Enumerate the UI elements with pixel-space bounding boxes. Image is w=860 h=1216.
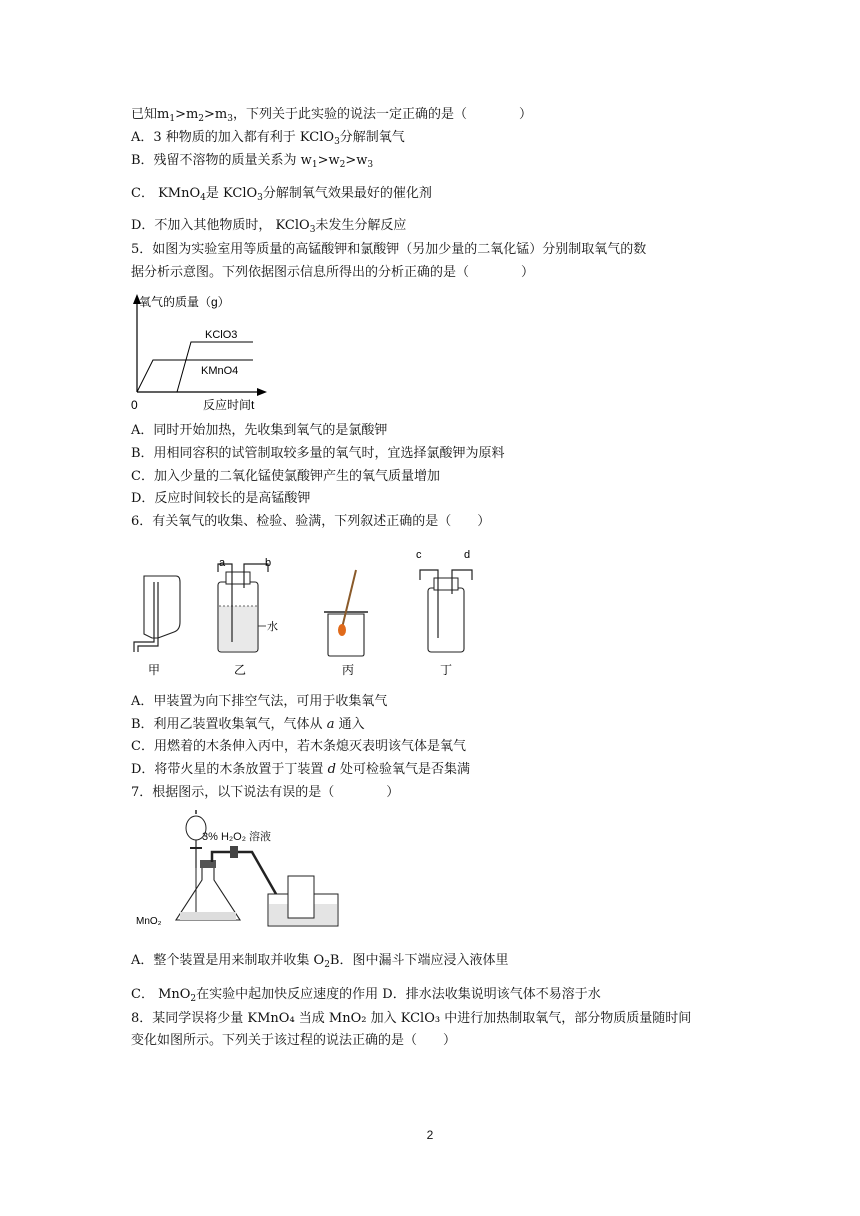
apparatus-yi — [218, 564, 268, 652]
q5-option-c: C．加入少量的二氧化锰使氯酸钾产生的氧气质量增加 — [131, 469, 440, 484]
label-c: c — [416, 549, 422, 561]
q6-apparatus-figure — [130, 542, 490, 682]
q5-option-d: D．反应时间较长的是高锰酸钾 — [131, 491, 311, 506]
q5-stem-line2: 据分析示意图。下列依据图示信息所得出的分析正确的是（ ） — [131, 265, 535, 280]
label-jia: 甲 — [148, 663, 161, 677]
apparatus-bing — [324, 570, 368, 656]
q7-stem: 7．根据图示，以下说法有误的是（ ） — [131, 785, 400, 800]
label-a: a — [219, 557, 226, 569]
q7-options-ab: A．整个装置是用来制取并收集 $O_2B$．图中漏斗下端应浸入液体里 — [131, 953, 509, 970]
apparatus-jia — [134, 576, 180, 652]
label-yi: 乙 — [234, 663, 247, 677]
label-water: 水 — [267, 621, 278, 633]
origin-label: 0 — [131, 398, 138, 412]
q5-option-b: B．用相同容积的试管制取较多量的氧气时，宜选择氯酸钾为原料 — [131, 446, 505, 461]
q4-stem: 已知$m_1>m_2>m_3$，下列关于此实验的说法一定正确的是（ ） — [131, 107, 533, 124]
label-mno2: MnO₂ — [136, 916, 162, 927]
q6-stem: 6．有关氧气的收集、检验、验满，下列叙述正确的是（ ） — [131, 514, 491, 529]
q8-stem-line2: 变化如图所示。下列关于该过程的说法正确的是（ ） — [131, 1033, 457, 1048]
x-axis-arrow — [257, 388, 267, 396]
q6-option-b: B．利用乙装置收集氧气，气体从 a 通入 — [131, 717, 365, 732]
label-h2o2: 3% H₂O₂ 溶液 — [202, 831, 272, 843]
q4-option-c: C． KMnO$_4$是 KClO$_3$分解制氧气效果最好的催化剂 — [131, 186, 432, 203]
y-axis-label: 氧气的质量（g） — [139, 295, 230, 309]
q4-option-d: D．不加入其他物质时， KClO$_3$未发生分解反应 — [131, 218, 407, 235]
q5-stem-line1: 5．如图为实验室用等质量的高锰酸钾和氯酸钾（另加少量的二氧化锰）分别制取氧气的数 — [131, 242, 647, 257]
label-b: b — [265, 557, 272, 569]
q6-option-a: A．甲装置为向下排空气法，可用于收集氧气 — [131, 694, 388, 709]
label-bing: 丙 — [342, 663, 355, 677]
series-label-kclo3: KClO3 — [205, 329, 238, 341]
q5-oxygen-graph — [125, 290, 275, 414]
label-ding: 丁 — [440, 663, 453, 677]
q8-stem-line1: 8．某同学误将少量 KMnO₄ 当成 MnO₂ 加入 KClO₃ 中进行加热制取氧气，部分物质质量随时间 — [131, 1011, 692, 1026]
q7-apparatus-figure — [134, 808, 344, 934]
series-label-kmno4: KMnO4 — [201, 365, 239, 377]
q4-option-a: A．3 种物质的加入都有利于 KClO$_3$分解制氧气 — [131, 130, 405, 147]
q4-option-b: B．残留不溶物的质量关系为 $w_1>w_2>w_3$ — [131, 153, 374, 170]
page-number: 2 — [426, 1128, 434, 1142]
x-axis-label: 反应时间t — [203, 398, 255, 412]
q6-option-d: D．将带火星的木条放置于丁装置 d 处可检验氧气是否集满 — [131, 762, 471, 777]
q5-option-a: A．同时开始加热，先收集到氧气的是氯酸钾 — [131, 423, 388, 438]
label-d: d — [464, 549, 471, 561]
q6-option-c: C．用燃着的木条伸入丙中，若木条熄灭表明该气体是氧气 — [131, 739, 466, 754]
q7-options-cd: C． MnO$_2$在实验中起加快反应速度的作用 D．排水法收集说明该气体不易溶于水 — [131, 987, 601, 1004]
apparatus-ding — [420, 570, 472, 652]
